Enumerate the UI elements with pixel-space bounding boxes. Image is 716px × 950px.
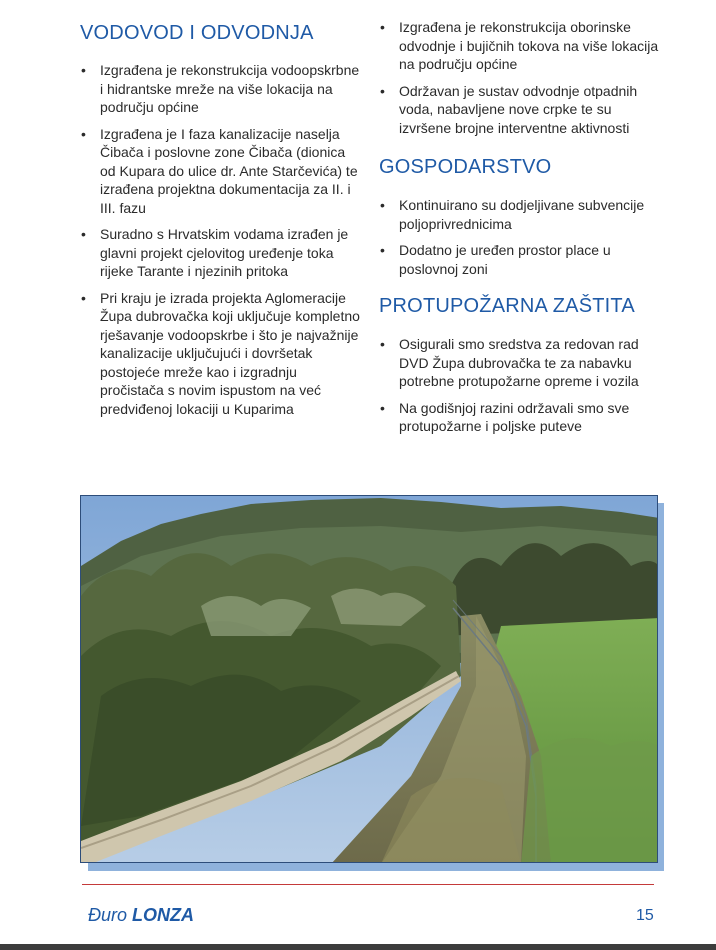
vodovod-continued-list bbox=[379, 18, 659, 137]
gospodarstvo-list bbox=[379, 196, 659, 278]
list-item: • Na godišnjoj razini održavali smo sve protupožarne i poljske puteve bbox=[379, 399, 659, 436]
vodovod-list bbox=[80, 61, 360, 418]
footer-rule bbox=[82, 884, 654, 885]
landscape-illustration bbox=[81, 496, 658, 863]
protupozarna-list bbox=[379, 335, 659, 436]
brand-logo bbox=[88, 905, 194, 926]
section-title-vodovod: VODOVOD I ODVODNJA bbox=[80, 22, 314, 44]
brand-first: Đuro bbox=[88, 905, 128, 925]
section-title-protupozarna: PROTUPOŽARNA ZAŠTITA bbox=[379, 295, 635, 317]
list-item: • Suradno s Hrvatskim vodama izrađen je glavni projekt cjelovitog uređenje toka rijeke Tarante i njezinih pritoka bbox=[80, 225, 360, 281]
list-item: • Izgrađena je I faza kanalizacije naselja Čibača i poslovne zone Čibača (dionica od Kupara do ulice dr. Ante Starčevića) te izrađena projektna dokumentacija za II. i III. fazu bbox=[80, 125, 360, 218]
list-item: • Održavan je sustav odvodnje otpadnih voda, nabavljene nove crpke te su izvršene brojne interventne aktivnosti bbox=[379, 82, 659, 138]
list-item: • Pri kraju je izrada projekta Aglomeracije Župa dubrovačka koji uključuje kompletno rješavanje vodoopskrbe i što je najvažnije kanalizacije uključujući i dovršetak postojeće mreže kao i izgradnju pročistača s novim ispustom na već predviđenoj lokaciji u Kuparima bbox=[80, 289, 360, 419]
list-item: • Izgrađena je rekonstrukcija oborinske odvodnje i bujičnih tokova na više lokacija na području općine bbox=[379, 18, 659, 74]
landscape-photo bbox=[80, 495, 658, 863]
list-item: • Kontinuirano su dodjeljivane subvencije poljoprivrednicima bbox=[379, 196, 659, 233]
right-column bbox=[379, 18, 659, 453]
section-title-gospodarstvo: GOSPODARSTVO bbox=[379, 156, 552, 178]
list-item: • Izgrađena je rekonstrukcija vodoopskrbne i hidrantske mreže na više lokacija na području općine bbox=[80, 61, 360, 117]
list-item: • Osigurali smo sredstva za redovan rad DVD Župa dubrovačka te za nabavku potrebne protupožarne opreme i vozila bbox=[379, 335, 659, 391]
brand-last: LONZA bbox=[132, 905, 195, 925]
bottom-bar bbox=[0, 944, 716, 950]
page-number: 15 bbox=[636, 907, 654, 924]
list-item: • Dodatno je uređen prostor place u poslovnoj zoni bbox=[379, 241, 659, 278]
left-column bbox=[80, 18, 360, 426]
